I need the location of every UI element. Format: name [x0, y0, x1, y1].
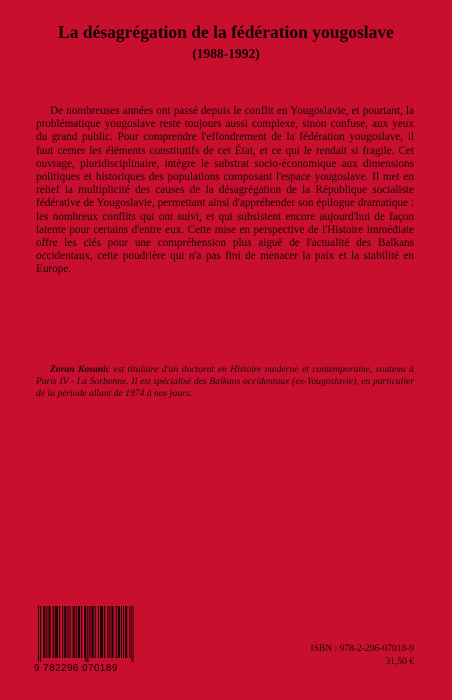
- author-name: Zoran Kosanic: [50, 364, 111, 375]
- barcode-bars-icon: [34, 604, 134, 662]
- price: 31,50 €: [385, 657, 414, 667]
- author-bio: [36, 364, 414, 399]
- barcode: [34, 604, 134, 676]
- author-bio-text: est titulaire d'un doctorat en Histoire moderne et contemporaine, soutenu à Paris IV - La Sorbonne. Il est spécialisé des Balkans occidentaux (ex-Yougoslavie), en particulier de la période allant de 1974 à nos jours.: [36, 364, 414, 399]
- barcode-digits: 9 782296 070189: [34, 663, 118, 674]
- isbn: ISBN : 978-2-296-07018-9: [310, 644, 414, 654]
- book-subtitle: (1988-1992): [192, 46, 260, 61]
- summary-text: De nombreuses années ont passé depuis le conflit en Yougoslavie, et pourtant, la problématique yougoslave reste toujours aussi complexe, sinon confuse, aux yeux du grand public. Pour comprendre l'effondrement de la fédération yougoslave, il faut cerner les éléments constitutifs de cet État, et ce qui le rendait si fragile. Cet ouvrage, pluridisciplinaire, intègre le substrat socio-économique aux dimensions politiques et historiques des populations composant l'espace yougoslave. Il met en relief la multiplicité des causes de la désagrégation de la République socialiste fédérative de Yougoslavie, permettant ainsi d'appréhender son épilogue dramatique : les nombreux conflits qui ont suivi, et qui subsistent encore aujourd'hui de façon latente pour certains d'entre eux. Cette mise en perspective de l'Histoire immédiate offre les clés pour une compréhension plus aiguë de l'actualité des Balkans occidentaux, cette poudrière qui n'a pas fini de menacer la paix et la stabilité en Europe.: [36, 105, 414, 276]
- book-title: La désagrégation de la fédération yougoslave: [58, 22, 394, 42]
